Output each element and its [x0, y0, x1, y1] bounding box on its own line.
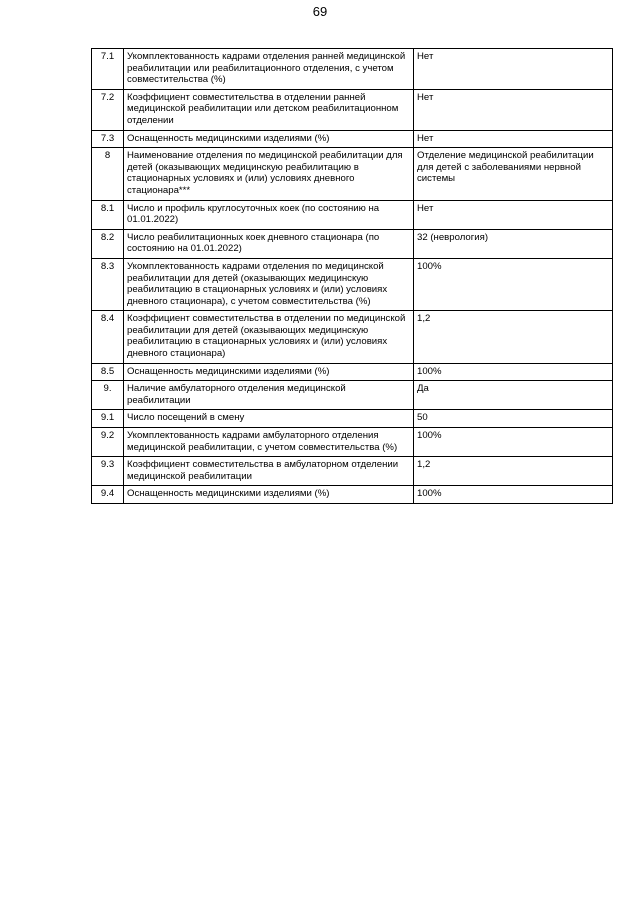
row-number-cell: 8.3 [92, 258, 124, 310]
data-table [91, 48, 613, 504]
table-row [92, 89, 613, 130]
indicator-name-cell: Число и профиль круглосуточных коек (по состоянию на 01.01.2022) [124, 200, 414, 229]
indicator-value-cell: 100% [414, 258, 613, 310]
page-number: 69 [312, 4, 328, 19]
row-number-cell: 7.2 [92, 89, 124, 130]
table-row [92, 130, 613, 148]
table-body [92, 49, 613, 504]
row-number-cell: 9.1 [92, 410, 124, 428]
indicator-name-cell: Оснащенность медицинскими изделиями (%) [124, 486, 414, 504]
table-row [92, 200, 613, 229]
indicator-value-cell: Да [414, 381, 613, 410]
row-number-cell: 7.1 [92, 49, 124, 90]
table-row [92, 410, 613, 428]
indicator-name-cell: Наличие амбулаторного отделения медицинской реабилитации [124, 381, 414, 410]
table-row [92, 148, 613, 200]
table-row [92, 381, 613, 410]
indicator-value-cell: 50 [414, 410, 613, 428]
table-row [92, 49, 613, 90]
indicator-value-cell: Нет [414, 89, 613, 130]
indicator-name-cell: Укомплектованность кадрами отделения ранней медицинской реабилитации или реабилитационного отделения, с учетом совместительства (%) [124, 49, 414, 90]
indicator-name-cell: Число посещений в смену [124, 410, 414, 428]
row-number-cell: 8.2 [92, 229, 124, 258]
indicator-value-cell: Отделение медицинской реабилитации для детей с заболеваниями нервной системы [414, 148, 613, 200]
indicator-name-cell: Оснащенность медицинскими изделиями (%) [124, 363, 414, 381]
indicator-value-cell: Нет [414, 200, 613, 229]
indicator-value-cell: Нет [414, 49, 613, 90]
row-number-cell: 9.3 [92, 457, 124, 486]
indicator-name-cell: Число реабилитационных коек дневного стационара (по состоянию на 01.01.2022) [124, 229, 414, 258]
indicator-value-cell: 100% [414, 363, 613, 381]
indicator-value-cell: Нет [414, 130, 613, 148]
table-row [92, 311, 613, 363]
row-number-cell: 9.2 [92, 428, 124, 457]
indicator-name-cell: Укомплектованность кадрами амбулаторного отделения медицинской реабилитации, с учетом совместительства (%) [124, 428, 414, 457]
table-row [92, 258, 613, 310]
indicator-name-cell: Коэффициент совместительства в отделении ранней медицинской реабилитации или детском реабилитационном отделении [124, 89, 414, 130]
table-row [92, 428, 613, 457]
indicator-value-cell: 1,2 [414, 457, 613, 486]
row-number-cell: 7.3 [92, 130, 124, 148]
table-row [92, 363, 613, 381]
indicator-value-cell: 1,2 [414, 311, 613, 363]
indicator-value-cell: 100% [414, 486, 613, 504]
table-row [92, 486, 613, 504]
row-number-cell: 8.5 [92, 363, 124, 381]
row-number-cell: 8.1 [92, 200, 124, 229]
indicator-name-cell: Наименование отделения по медицинской реабилитации для детей (оказывающих медицинскую реабилитацию в стационарных условиях и (или) условиях дневного стационара*** [124, 148, 414, 200]
indicator-value-cell: 100% [414, 428, 613, 457]
table-row [92, 229, 613, 258]
table-row [92, 457, 613, 486]
row-number-cell: 9. [92, 381, 124, 410]
indicator-name-cell: Коэффициент совместительства в амбулаторном отделении медицинской реабилитации [124, 457, 414, 486]
row-number-cell: 8.4 [92, 311, 124, 363]
indicator-value-cell: 32 (неврология) [414, 229, 613, 258]
indicator-name-cell: Коэффициент совместительства в отделении по медицинской реабилитации для детей (оказывающих медицинскую реабилитацию в стационарных условиях и (или) условиях дневного стационара) [124, 311, 414, 363]
indicator-name-cell: Укомплектованность кадрами отделения по медицинской реабилитации для детей (оказывающих медицинскую реабилитацию в стационарных условиях и (или) условиях дневного стационара), с учетом совместительства (%) [124, 258, 414, 310]
row-number-cell: 8 [92, 148, 124, 200]
indicator-name-cell: Оснащенность медицинскими изделиями (%) [124, 130, 414, 148]
row-number-cell: 9.4 [92, 486, 124, 504]
